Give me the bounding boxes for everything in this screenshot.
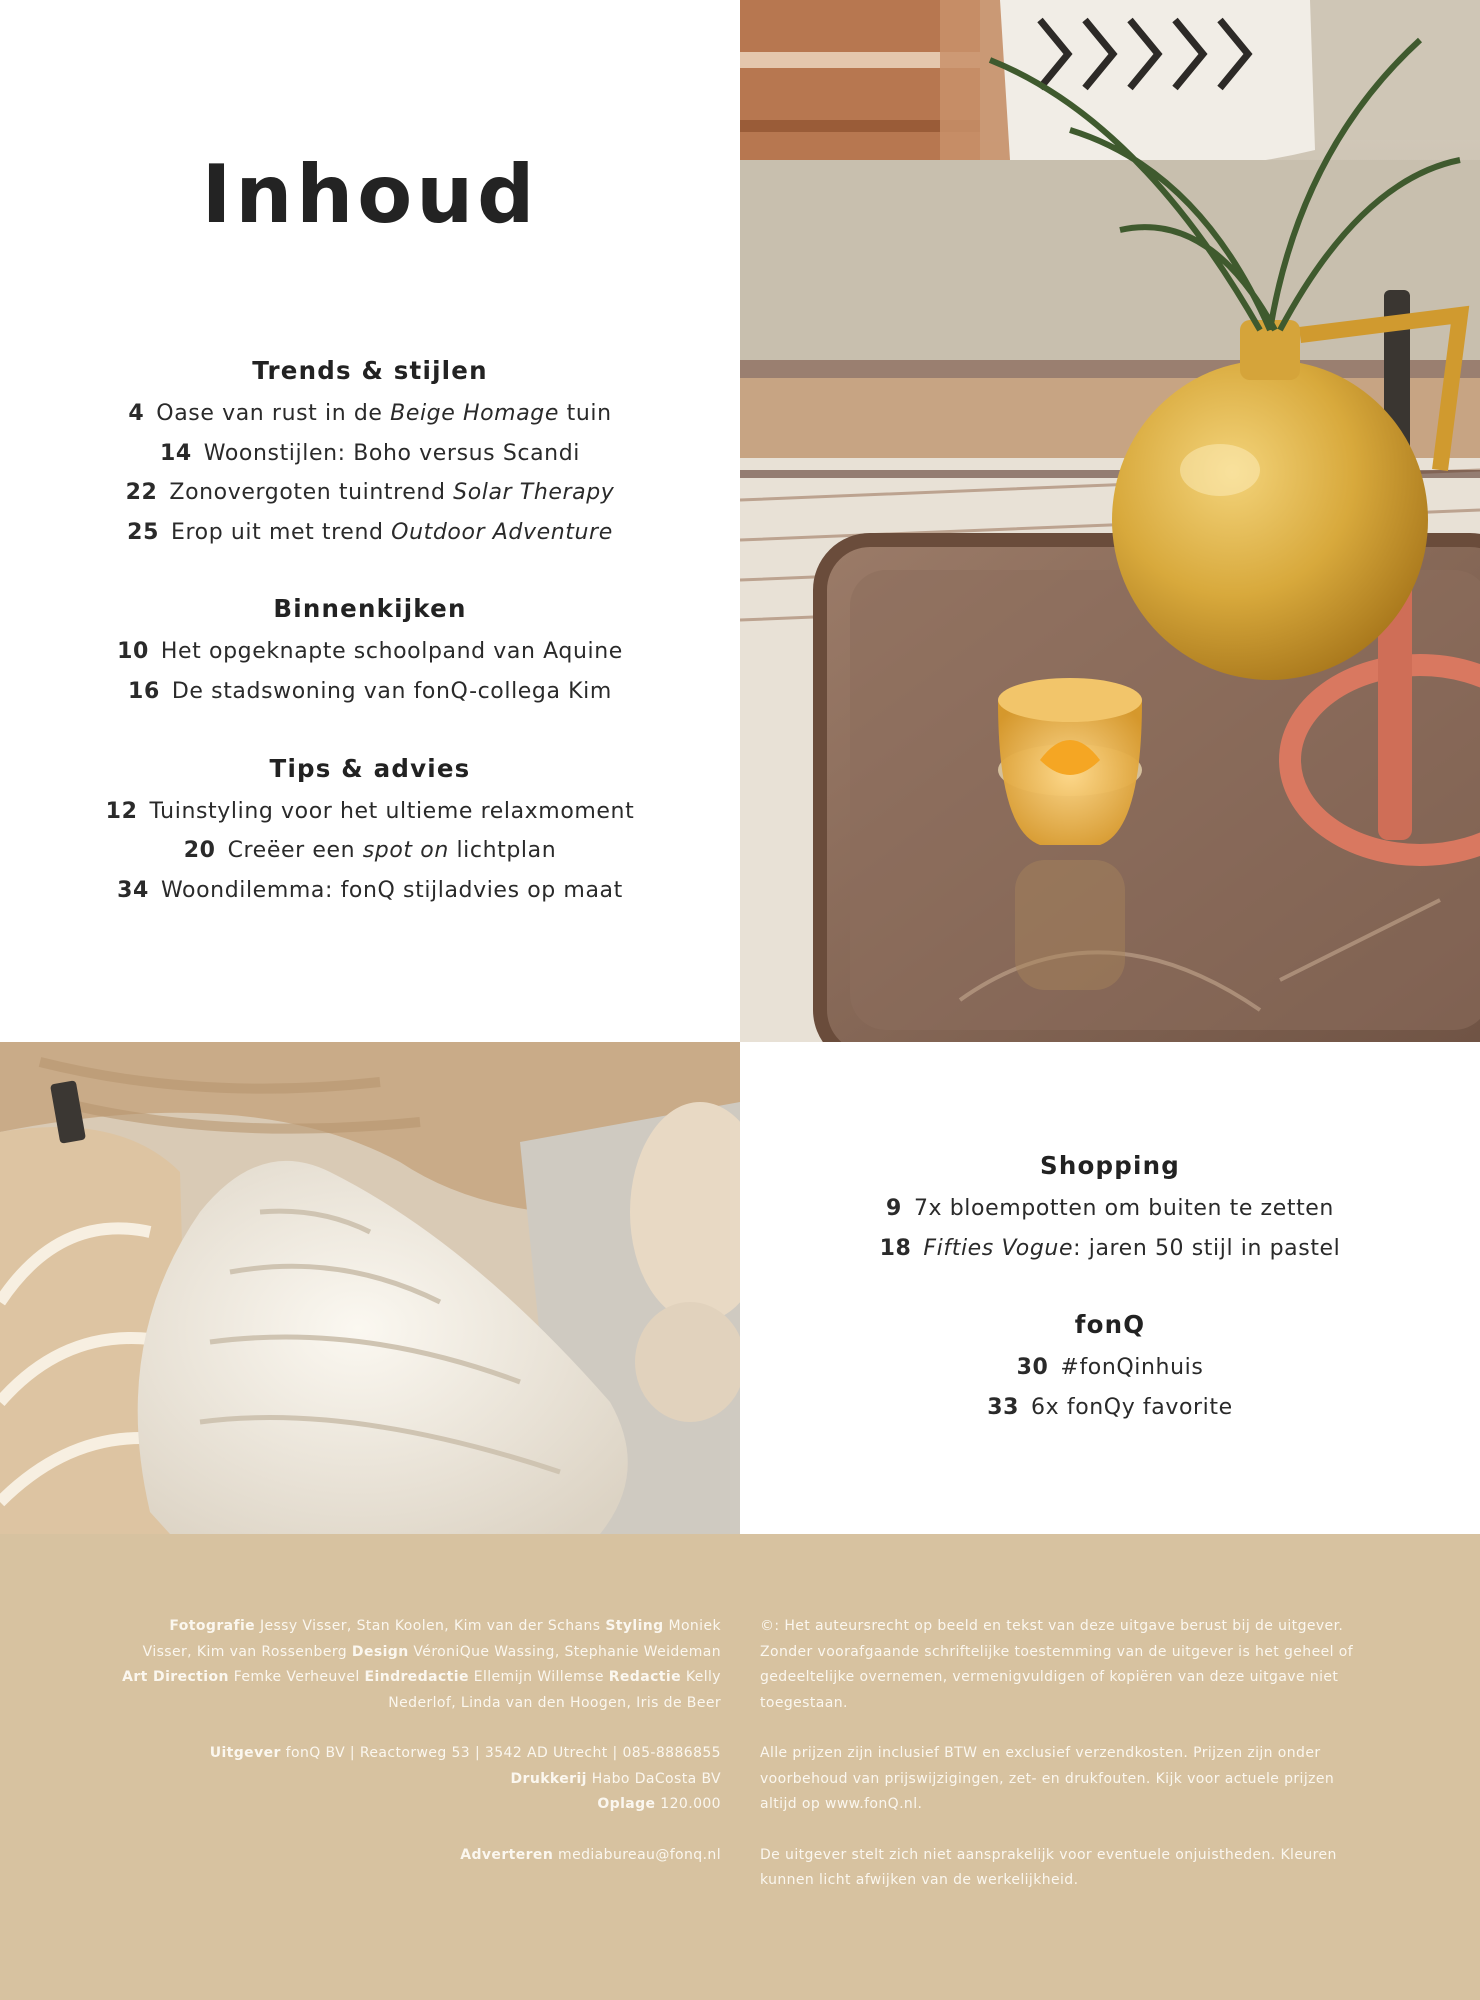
photo-shell-cushion [0,1042,740,1534]
section-heading: Binnenkijken [273,594,467,624]
section-heading: Tips & advies [269,753,471,783]
toc-entry[interactable]: 4 Oase van rust in de Beige Homage tuin [128,401,612,426]
toc-entry[interactable]: 18 Fifties Vogue: jaren 50 stijl in pastel [879,1235,1341,1261]
toc-section-fonq [740,1302,1480,1427]
toc-section-shopping [740,1143,1480,1268]
legal-copyright: ©: Het auteursrecht op beeld en tekst van deze uitgave berust bij de uitgever. Zonder voorafgaande schriftelijke toestemming van de uitgever is het geheel of gedeeltelijke overnemen, vermenigvuldigen of kopiëren van deze uitgave niet toegestaan. [760,1618,1354,1711]
toc-entry[interactable]: 20 Creëer een spot on lichtplan [183,838,557,864]
section-heading: Trends & stijlen [252,356,488,385]
toc-section-binnenkijken [0,586,740,711]
colophon-footer [0,1534,1480,2000]
toc-entry[interactable]: 25 Erop uit met trend Outdoor Adventure [127,519,613,545]
toc-entry[interactable]: 34 Woondilemma: fonQ stijladvies op maat [117,877,623,903]
toc-left [0,348,740,910]
photo-vase-table [740,0,1480,1042]
toc-section-trends [0,348,740,552]
toc-entry[interactable]: 30 #fonQinhuis [1016,1355,1204,1381]
toc-entry[interactable]: 14 Woonstijlen: Boho versus Scandi [159,440,581,466]
section-heading: fonQ [1074,1310,1146,1340]
toc-section-tips [0,746,740,911]
toc-entry[interactable]: 22 Zonovergoten tuintrend Solar Therapy [125,480,615,506]
legal-disclaimer: De uitgever stelt zich niet aansprakelijk voor eventuele onjuistheden. Kleuren kunnen licht afwijken van de werkelijkheid. [760,1846,1337,1888]
toc-entry[interactable]: 10 Het opgeknapte schoolpand van Aquine [117,639,623,665]
legal-prices: Alle prijzen zijn inclusief BTW en exclusief verzendkosten. Prijzen zijn onder voorbehoud van prijswijzigingen, zet- en drukfouten. Kijk voor actuele prijzen altijd op www.fonQ.nl. [760,1745,1335,1812]
toc-entry[interactable]: 12 Tuinstyling voor het ultieme relaxmoment [105,798,635,824]
page-title: Inhoud [201,148,539,241]
toc-entry[interactable]: 33 6x fonQy favorite [987,1394,1233,1420]
toc-right [740,1143,1480,1427]
credits-block: Fotografie Jessy Visser, Stan Koolen, Kim van der Schans Styling Moniek Visser, Kim van Rossenberg Design VéroniQue Wassing, Stephanie Weideman Art Direction Femke Verheuvel Eindredactie Ellemijn Willemse Redactie Kelly Nederlof, Linda van den Hoogen, Iris de Beer Uitgever fonQ BV | Reactorweg 53 | 3542 AD Utrecht | 085-8886855 Drukkerij Habo DaCosta BV Oplage 120.000 Adverteren mediabureau@fonq.nl [122,1618,721,1863]
advertising-email[interactable]: mediabureau@fonq.nl [558,1846,721,1863]
legal-block [760,1614,1370,1894]
toc-entry[interactable]: 9 7x bloempotten om buiten te zetten [886,1196,1334,1221]
toc-entry[interactable]: 16 De stadswoning van fonQ-collega Kim [128,678,612,704]
section-heading: Shopping [1040,1151,1180,1180]
